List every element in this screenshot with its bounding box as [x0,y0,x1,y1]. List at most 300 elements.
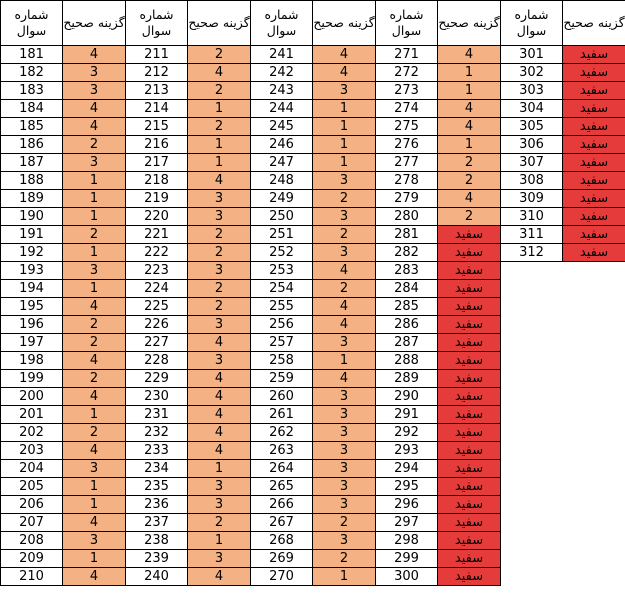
question-number-cell: 283 [376,262,438,280]
header-correct-option: گزینه صحیح [188,1,251,46]
question-number-cell: 205 [1,478,63,496]
question-number-cell: 250 [251,208,313,226]
question-number-cell: 246 [251,136,313,154]
empty-cell [563,262,625,280]
blank-answer-cell: سفید [438,280,501,298]
answer-cell: 1 [63,190,126,208]
question-number-cell: 197 [1,334,63,352]
answer-cell: 1 [313,568,376,586]
table-row [1,64,625,82]
answer-cell: 2 [313,226,376,244]
question-number-cell: 284 [376,280,438,298]
empty-cell [563,424,625,442]
blank-answer-cell: سفید [438,244,501,262]
answer-cell: 1 [438,136,501,154]
blank-answer-cell: سفید [563,118,625,136]
answer-cell: 4 [63,514,126,532]
header-question-number: شماره سوال [501,1,563,46]
answer-cell: 2 [188,226,251,244]
answer-cell: 4 [188,424,251,442]
answer-cell: 4 [188,388,251,406]
question-number-cell: 209 [1,550,63,568]
question-number-cell: 303 [501,82,563,100]
question-number-cell: 278 [376,172,438,190]
empty-cell [563,550,625,568]
answer-cell: 4 [188,172,251,190]
empty-cell [501,496,563,514]
empty-cell [501,442,563,460]
blank-answer-cell: سفید [438,478,501,496]
answer-cell: 3 [188,208,251,226]
question-number-cell: 195 [1,298,63,316]
answer-cell: 3 [313,496,376,514]
question-number-cell: 308 [501,172,563,190]
question-number-cell: 225 [126,298,188,316]
answer-cell: 1 [63,550,126,568]
blank-answer-cell: سفید [438,388,501,406]
blank-answer-cell: سفید [438,352,501,370]
answer-cell: 3 [188,550,251,568]
empty-cell [501,352,563,370]
question-number-cell: 267 [251,514,313,532]
answer-cell: 2 [188,280,251,298]
answer-cell: 4 [188,334,251,352]
empty-cell [501,316,563,334]
answer-cell: 3 [313,460,376,478]
answer-cell: 4 [63,100,126,118]
table-row [1,118,625,136]
question-number-cell: 206 [1,496,63,514]
blank-answer-cell: سفید [563,82,625,100]
table-row [1,424,625,442]
answer-cell: 1 [313,154,376,172]
answer-cell: 2 [63,316,126,334]
question-number-cell: 256 [251,316,313,334]
answer-cell: 1 [63,172,126,190]
question-number-cell: 204 [1,460,63,478]
blank-answer-cell: سفید [438,550,501,568]
answer-cell: 2 [188,118,251,136]
answer-cell: 2 [438,208,501,226]
answer-cell: 3 [188,262,251,280]
question-number-cell: 300 [376,568,438,586]
question-number-cell: 252 [251,244,313,262]
question-number-cell: 241 [251,46,313,64]
answer-cell: 3 [63,82,126,100]
question-number-cell: 184 [1,100,63,118]
answer-cell: 2 [188,514,251,532]
question-number-cell: 186 [1,136,63,154]
blank-answer-cell: سفید [438,496,501,514]
question-number-cell: 258 [251,352,313,370]
table-row [1,334,625,352]
answer-cell: 4 [188,442,251,460]
answer-cell: 1 [188,460,251,478]
blank-answer-cell: سفید [438,514,501,532]
answer-cell: 1 [188,154,251,172]
blank-answer-cell: سفید [563,226,625,244]
answer-cell: 1 [63,496,126,514]
question-number-cell: 287 [376,334,438,352]
answer-cell: 1 [63,208,126,226]
question-number-cell: 286 [376,316,438,334]
blank-answer-cell: سفید [438,442,501,460]
answer-cell: 4 [63,568,126,586]
question-number-cell: 198 [1,352,63,370]
answer-cell: 3 [313,244,376,262]
question-number-cell: 200 [1,388,63,406]
header-correct-option: گزینه صحیح [563,1,625,46]
question-number-cell: 288 [376,352,438,370]
empty-cell [501,550,563,568]
question-number-cell: 257 [251,334,313,352]
question-number-cell: 281 [376,226,438,244]
question-number-cell: 199 [1,370,63,388]
question-number-cell: 202 [1,424,63,442]
blank-answer-cell: سفید [438,532,501,550]
answer-cell: 3 [188,352,251,370]
question-number-cell: 249 [251,190,313,208]
header-row [1,1,625,46]
question-number-cell: 275 [376,118,438,136]
empty-cell [501,388,563,406]
question-number-cell: 310 [501,208,563,226]
header-question-number: شماره سوال [1,1,63,46]
blank-answer-cell: سفید [563,190,625,208]
table-row [1,154,625,172]
empty-cell [563,352,625,370]
table-row [1,100,625,118]
answer-cell: 4 [313,64,376,82]
question-number-cell: 226 [126,316,188,334]
table-row [1,568,625,586]
table-row [1,550,625,568]
blank-answer-cell: سفید [438,424,501,442]
answer-cell: 4 [313,298,376,316]
question-number-cell: 217 [126,154,188,172]
answer-cell: 2 [438,172,501,190]
question-number-cell: 305 [501,118,563,136]
question-number-cell: 312 [501,244,563,262]
question-number-cell: 262 [251,424,313,442]
answer-cell: 4 [313,262,376,280]
question-number-cell: 276 [376,136,438,154]
question-number-cell: 274 [376,100,438,118]
answer-cell: 4 [313,316,376,334]
table-row [1,172,625,190]
blank-answer-cell: سفید [563,244,625,262]
question-number-cell: 292 [376,424,438,442]
question-number-cell: 238 [126,532,188,550]
blank-answer-cell: سفید [438,460,501,478]
table-row [1,478,625,496]
empty-cell [563,406,625,424]
empty-cell [563,388,625,406]
question-number-cell: 193 [1,262,63,280]
answer-cell: 3 [313,442,376,460]
answer-cell: 2 [313,190,376,208]
question-number-cell: 296 [376,496,438,514]
blank-answer-cell: سفید [438,370,501,388]
answer-cell: 3 [313,424,376,442]
answer-cell: 4 [313,46,376,64]
answer-cell: 3 [188,478,251,496]
question-number-cell: 183 [1,82,63,100]
table-row [1,280,625,298]
question-number-cell: 311 [501,226,563,244]
answer-cell: 2 [313,514,376,532]
answer-cell: 1 [438,82,501,100]
question-number-cell: 221 [126,226,188,244]
answer-cell: 3 [188,316,251,334]
question-number-cell: 212 [126,64,188,82]
question-number-cell: 289 [376,370,438,388]
question-number-cell: 182 [1,64,63,82]
table-row [1,496,625,514]
answer-cell: 4 [188,406,251,424]
answer-cell: 1 [188,136,251,154]
blank-answer-cell: سفید [563,172,625,190]
question-number-cell: 264 [251,460,313,478]
question-number-cell: 301 [501,46,563,64]
blank-answer-cell: سفید [563,136,625,154]
question-number-cell: 266 [251,496,313,514]
question-number-cell: 253 [251,262,313,280]
empty-cell [563,334,625,352]
answer-cell: 1 [188,100,251,118]
answer-cell: 4 [438,100,501,118]
blank-answer-cell: سفید [438,226,501,244]
question-number-cell: 222 [126,244,188,262]
answer-cell: 3 [313,82,376,100]
answer-cell: 4 [63,388,126,406]
question-number-cell: 268 [251,532,313,550]
question-number-cell: 273 [376,82,438,100]
question-number-cell: 251 [251,226,313,244]
answer-cell: 2 [188,298,251,316]
question-number-cell: 236 [126,496,188,514]
answer-cell: 3 [313,478,376,496]
question-number-cell: 203 [1,442,63,460]
answer-cell: 2 [63,226,126,244]
answer-cell: 2 [188,46,251,64]
header-question-number: شماره سوال [251,1,313,46]
question-number-cell: 295 [376,478,438,496]
answer-cell: 1 [313,352,376,370]
answer-cell: 2 [313,280,376,298]
question-number-cell: 244 [251,100,313,118]
table-row [1,406,625,424]
question-number-cell: 272 [376,64,438,82]
empty-cell [563,370,625,388]
question-number-cell: 211 [126,46,188,64]
answer-cell: 2 [63,136,126,154]
empty-cell [501,334,563,352]
blank-answer-cell: سفید [438,334,501,352]
question-number-cell: 239 [126,550,188,568]
answer-cell: 2 [63,370,126,388]
question-number-cell: 254 [251,280,313,298]
question-number-cell: 248 [251,172,313,190]
answer-cell: 3 [313,208,376,226]
question-number-cell: 240 [126,568,188,586]
answer-cell: 4 [438,190,501,208]
empty-cell [563,568,625,586]
question-number-cell: 245 [251,118,313,136]
question-number-cell: 215 [126,118,188,136]
question-number-cell: 188 [1,172,63,190]
question-number-cell: 201 [1,406,63,424]
question-number-cell: 192 [1,244,63,262]
answer-cell: 4 [188,568,251,586]
question-number-cell: 290 [376,388,438,406]
table-row [1,46,625,64]
question-number-cell: 233 [126,442,188,460]
empty-cell [563,514,625,532]
answer-cell: 1 [63,244,126,262]
answer-cell: 3 [313,334,376,352]
question-number-cell: 219 [126,190,188,208]
question-number-cell: 224 [126,280,188,298]
question-number-cell: 230 [126,388,188,406]
question-number-cell: 265 [251,478,313,496]
empty-cell [563,442,625,460]
question-number-cell: 191 [1,226,63,244]
answer-cell: 1 [188,532,251,550]
question-number-cell: 187 [1,154,63,172]
question-number-cell: 285 [376,298,438,316]
question-number-cell: 231 [126,406,188,424]
answer-cell: 3 [63,64,126,82]
question-number-cell: 282 [376,244,438,262]
empty-cell [501,424,563,442]
answer-cell: 4 [438,46,501,64]
blank-answer-cell: سفید [563,208,625,226]
question-number-cell: 269 [251,550,313,568]
blank-answer-cell: سفید [438,262,501,280]
answer-cell: 2 [63,424,126,442]
answer-cell: 1 [63,280,126,298]
question-number-cell: 196 [1,316,63,334]
question-number-cell: 294 [376,460,438,478]
answer-cell: 2 [188,244,251,262]
question-number-cell: 255 [251,298,313,316]
question-number-cell: 279 [376,190,438,208]
question-number-cell: 291 [376,406,438,424]
answer-cell: 3 [63,262,126,280]
question-number-cell: 228 [126,352,188,370]
question-number-cell: 232 [126,424,188,442]
question-number-cell: 213 [126,82,188,100]
empty-cell [501,514,563,532]
table-row [1,262,625,280]
table-row [1,532,625,550]
answer-cell: 3 [188,190,251,208]
empty-cell [563,478,625,496]
answer-cell: 4 [63,352,126,370]
empty-cell [563,316,625,334]
question-number-cell: 210 [1,568,63,586]
answer-cell: 2 [188,82,251,100]
table-row [1,82,625,100]
empty-cell [563,496,625,514]
question-number-cell: 190 [1,208,63,226]
question-number-cell: 185 [1,118,63,136]
blank-answer-cell: سفید [438,568,501,586]
header-question-number: شماره سوال [376,1,438,46]
table-row [1,514,625,532]
answer-cell: 3 [63,460,126,478]
answer-cell: 3 [63,532,126,550]
question-number-cell: 218 [126,172,188,190]
answer-cell: 2 [438,154,501,172]
question-number-cell: 223 [126,262,188,280]
blank-answer-cell: سفید [563,100,625,118]
header-correct-option: گزینه صحیح [438,1,501,46]
question-number-cell: 194 [1,280,63,298]
blank-answer-cell: سفید [438,406,501,424]
answer-cell: 3 [313,388,376,406]
header-correct-option: گزینه صحیح [313,1,376,46]
table-row [1,388,625,406]
question-number-cell: 181 [1,46,63,64]
answer-cell: 1 [438,64,501,82]
empty-cell [563,298,625,316]
answer-cell: 3 [188,496,251,514]
answer-cell: 3 [63,154,126,172]
question-number-cell: 208 [1,532,63,550]
question-number-cell: 263 [251,442,313,460]
question-number-cell: 261 [251,406,313,424]
empty-cell [563,460,625,478]
table-row [1,136,625,154]
table-row [1,316,625,334]
question-number-cell: 304 [501,100,563,118]
question-number-cell: 271 [376,46,438,64]
table-row [1,298,625,316]
header-question-number: شماره سوال [126,1,188,46]
question-number-cell: 229 [126,370,188,388]
blank-answer-cell: سفید [563,154,625,172]
empty-cell [501,280,563,298]
answer-cell: 4 [188,64,251,82]
question-number-cell: 302 [501,64,563,82]
blank-answer-cell: سفید [563,64,625,82]
table-row [1,244,625,262]
question-number-cell: 237 [126,514,188,532]
empty-cell [563,280,625,298]
answer-cell: 3 [313,172,376,190]
question-number-cell: 293 [376,442,438,460]
empty-cell [501,370,563,388]
answer-cell: 4 [63,442,126,460]
answer-cell: 1 [313,118,376,136]
empty-cell [563,532,625,550]
answer-cell: 3 [313,532,376,550]
table-row [1,226,625,244]
answer-cell: 4 [63,298,126,316]
empty-cell [501,532,563,550]
answer-cell: 2 [313,550,376,568]
blank-answer-cell: سفید [563,46,625,64]
answer-cell: 4 [63,118,126,136]
blank-answer-cell: سفید [438,316,501,334]
answer-cell: 4 [63,46,126,64]
question-number-cell: 307 [501,154,563,172]
question-number-cell: 189 [1,190,63,208]
blank-answer-cell: سفید [438,298,501,316]
question-number-cell: 220 [126,208,188,226]
